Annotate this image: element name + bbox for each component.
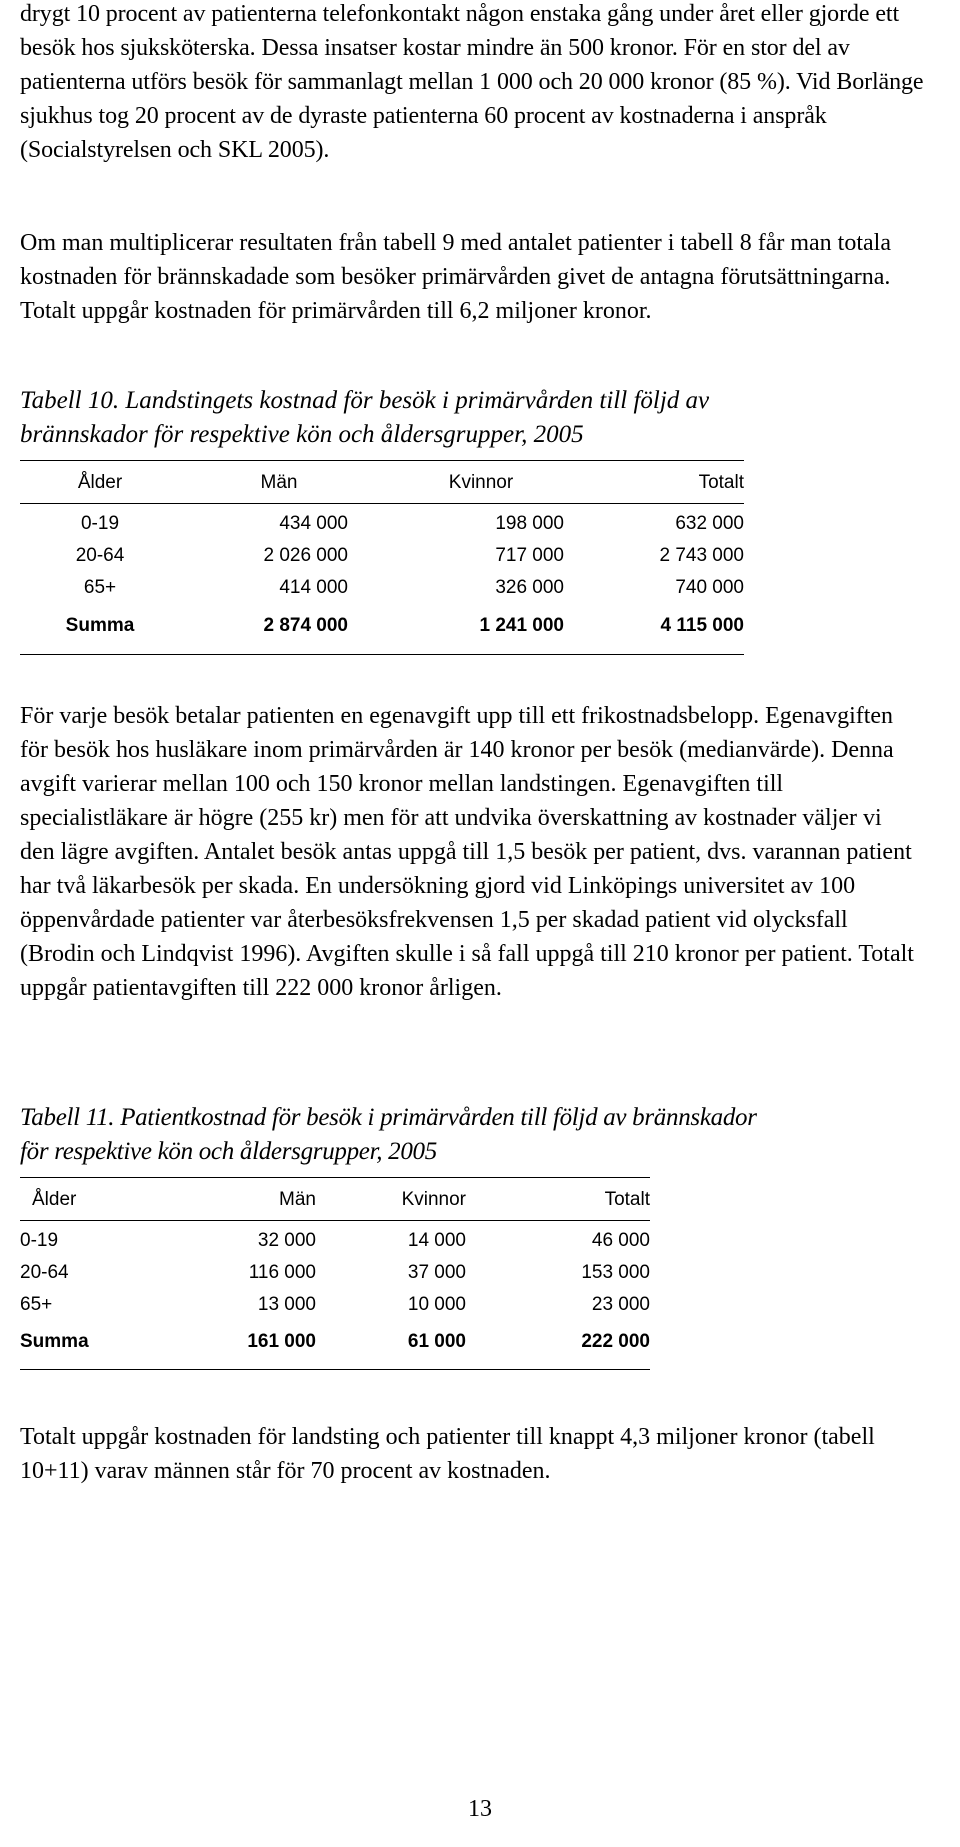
table11-caption-line1: Tabell 11. Patientkostnad för besök i primärvården till följd av brännskador — [20, 1104, 757, 1131]
table10-cell: 20-64 — [75, 545, 125, 566]
paragraph-multiplication: Om man multiplicerar resultaten från tabell 9 med antalet patienter i tabell 8 får man totala kostnaden för brännskadade som besöker primärvården givet de antagna förutsättningarna. Totalt uppgår kostnaden för primärvården till 6,2 miljoner kronor. — [20, 230, 891, 324]
table11-total-row — [20, 1321, 650, 1363]
table10-total-label: Summa — [65, 615, 135, 636]
table11-cell: 61 000 — [407, 1331, 466, 1352]
table10-cell: 632 000 — [675, 513, 744, 534]
table11-cell: 65+ — [20, 1294, 53, 1315]
table10-cell: 4 115 000 — [660, 615, 744, 636]
table11-header-row — [20, 1184, 650, 1216]
table11 — [20, 1177, 650, 1370]
table10 — [20, 460, 744, 655]
table11-total-label: Summa — [20, 1331, 89, 1352]
table11-header-total: Totalt — [604, 1189, 650, 1210]
table11-cell: 161 000 — [247, 1331, 316, 1352]
table11-cell: 46 000 — [591, 1230, 650, 1251]
table10-caption-line1: Tabell 10. Landstingets kostnad för besök i primärvården till följd av — [20, 387, 710, 414]
table11-cell: 32 000 — [257, 1230, 316, 1251]
table11-cell: 37 000 — [407, 1262, 466, 1283]
table10-cell: 2 874 000 — [263, 615, 348, 636]
table11-header-women: Kvinnor — [401, 1189, 466, 1210]
table11-header-men: Män — [279, 1189, 316, 1210]
table11-cell: 10 000 — [407, 1294, 466, 1315]
table11-cell: 0-19 — [20, 1230, 59, 1251]
table-row — [20, 1225, 650, 1257]
table10-cell: 0-19 — [80, 513, 120, 534]
table10-total-row — [20, 604, 744, 648]
table10-cell: 1 241 000 — [479, 615, 564, 636]
table10-cell: 198 000 — [495, 513, 564, 534]
table10-cell: 717 000 — [495, 545, 564, 566]
table11-cell: 153 000 — [581, 1262, 650, 1283]
table-row — [20, 1257, 650, 1289]
table10-header-women: Kvinnor — [448, 472, 514, 493]
table10-cell: 434 000 — [279, 513, 348, 534]
paragraph-intro: drygt 10 procent av patienterna telefonkontakt någon enstaka gång under året eller gjorde ett besök hos sjuksköterska. Dessa insatser kostar mindre än 500 kronor. För en stor del av patienterna utförs besök för sammanlagt mellan 1 000 och 20 000 kronor (85 %). Vid Borlänge sjukhus tog 20 procent av de dyraste patienterna 60 procent av kostnaderna i anspråk (Socialstyrelsen och SKL 2005). — [20, 1, 924, 163]
table11-caption-line2: för respektive kön och åldersgrupper, 2005 — [20, 1138, 437, 1165]
table11-cell: 23 000 — [591, 1294, 650, 1315]
table10-cell: 414 000 — [279, 577, 348, 598]
table10-header-age: Ålder — [77, 472, 123, 493]
table11-header-age: Ålder — [32, 1189, 77, 1210]
table10-cell: 326 000 — [495, 577, 564, 598]
table-row — [20, 1289, 650, 1321]
table10-header-men: Män — [260, 472, 298, 493]
paragraph-summary: Totalt uppgår kostnaden för landsting och patienter till knappt 4,3 miljoner kronor (tabell 10+11) varav männen står för 70 procent av kostnaden. — [20, 1424, 875, 1484]
table-row — [20, 572, 744, 604]
table10-cell: 65+ — [83, 577, 117, 598]
table11-cell: 20-64 — [20, 1262, 69, 1283]
paragraph-patient-fee: För varje besök betalar patienten en egenavgift upp till ett frikostnadsbelopp. Egenavgiften för besök hos husläkare inom primärvården är 140 kronor per besök (medianvärde). Denna avgift varierar mellan 100 och 150 kronor mellan landstingen. Egenavgiften till specialistläkare är högre (255 kr) men för att undvika överskattning av kostnader väljer vi den lägre avgiften. Antalet besök antas uppgå till 1,5 besök per patient, dvs. varannan patient har två läkarbesök per skada. En undersökning gjord vid Linköpings universitet av 100 öppenvårdade patienter var återbesöksfrekvensen 1,5 per skadad patient vid olycksfall (Brodin och Lindqvist 1996). Avgiften skulle i så fall uppgå till 210 kronor per patient. Totalt uppgår patientavgiften till 222 000 kronor årligen. — [20, 703, 914, 1001]
page-number: 13 — [468, 1796, 492, 1822]
table10-caption — [20, 384, 940, 452]
table11-cell: 13 000 — [257, 1294, 316, 1315]
table10-cell: 2 026 000 — [263, 545, 348, 566]
table10-cell: 740 000 — [675, 577, 744, 598]
table11-cell: 222 000 — [581, 1331, 650, 1352]
table-row — [20, 508, 744, 540]
table11-cell: 116 000 — [248, 1262, 316, 1283]
table10-header-row — [20, 467, 744, 499]
table10-caption-line2: brännskador för respektive kön och åldersgrupper, 2005 — [20, 421, 584, 448]
table10-cell: 2 743 000 — [659, 545, 744, 566]
table10-header-total: Totalt — [698, 472, 744, 493]
table-row — [20, 540, 744, 572]
table11-caption — [20, 1101, 940, 1169]
table11-cell: 14 000 — [407, 1230, 466, 1251]
